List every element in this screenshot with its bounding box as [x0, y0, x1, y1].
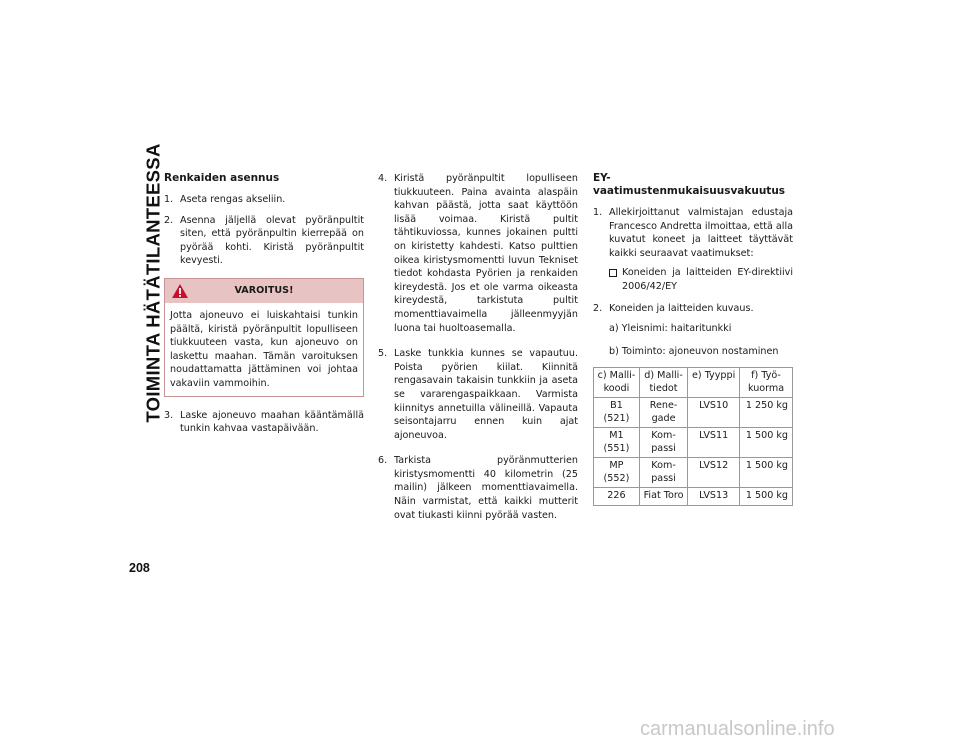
page-number: 208	[129, 561, 150, 575]
step-text: Laske tunkkia kunnes se vapautuu. Poista pyörien kiilat. Kiinnitä rengasavain takaisin tunkkiin ja aseta se vararengaspaikkaan. Varmista kiinnitys annetuilla välineillä. Vapauta seisontajarru ennen kuin ajat ajoneuvoa.	[394, 348, 578, 441]
directive-bullet	[609, 266, 793, 293]
warning-title: VAROITUS!	[234, 285, 294, 297]
ec-declaration-list	[593, 206, 793, 315]
step-text: Aseta rengas akseliin.	[180, 194, 286, 205]
list-item	[378, 347, 578, 442]
table-cell: M1 (551)	[594, 428, 640, 458]
table-cell: LVS10	[688, 398, 740, 428]
table-cell: 1 500 kg	[740, 458, 793, 488]
table-cell: 1 500 kg	[740, 488, 793, 506]
table-cell: MP (552)	[594, 458, 640, 488]
step-text: Allekirjoittanut valmistajan edustaja Francesco Andretta ilmoittaa, että alla kuvatut koneet ja laitteet täyttävät kaikki seuraavat vaatimukset:	[609, 207, 793, 259]
generic-name: a) Yleisnimi: haitaritunkki	[609, 323, 732, 335]
watermark-logo: carmanualsonline.info	[640, 718, 835, 740]
table-cell: Kom- passi	[639, 428, 687, 458]
directive-text: Koneiden ja laitteiden EY-direktiivi 2006/42/EY	[622, 267, 793, 292]
table-cell: LVS13	[688, 488, 740, 506]
square-bullet-icon	[609, 269, 617, 277]
tire-install-steps-2	[378, 172, 578, 522]
warning-box	[164, 278, 364, 397]
list-item	[164, 214, 364, 268]
header-cell: d) Malli- tiedot	[639, 368, 687, 398]
table-cell: B1 (521)	[594, 398, 640, 428]
step-number: 4.	[378, 173, 388, 184]
side-title-text: TOIMINTA HÄTÄTILANTEESSA	[143, 142, 164, 423]
step-number: 1.	[593, 207, 603, 218]
table-row	[594, 488, 793, 506]
jack-model-table	[593, 367, 793, 506]
tire-install-steps	[164, 193, 364, 268]
header-cell: c) Malli- koodi	[594, 368, 640, 398]
step-text: Asenna jäljellä olevat pyöränpultit siten, että pyöränpultin kierrepää on pyörää kohti. Kiristä pyöränpultit kevyesti.	[180, 214, 364, 267]
header-cell: e) Tyyppi	[688, 368, 740, 398]
list-item	[593, 302, 793, 316]
list-item	[593, 206, 793, 294]
list-item	[378, 172, 578, 335]
warning-header	[165, 279, 363, 303]
step-number: 3.	[164, 409, 174, 421]
table-cell: 1 500 kg	[740, 428, 793, 458]
tire-install-steps-cont	[164, 409, 364, 436]
table-cell: LVS12	[688, 458, 740, 488]
table-cell: LVS11	[688, 428, 740, 458]
list-item	[164, 409, 364, 436]
table-cell: 1 250 kg	[740, 398, 793, 428]
ec-declaration-heading: EY-vaatimustenmukaisuusvakuutus	[593, 172, 786, 197]
step-text: Laske ajoneuvo maahan kääntämällä tunkin kahvaa vastapäivään.	[180, 409, 364, 435]
step-text: Tarkista pyöränmutterien kiristysmomentti 40 kilometrin (25 mailin) jälkeen momenttiavaimella. Näin varmistat, että kaikki mutterit ovat tiukasti kiinni pyörää vasten.	[394, 455, 578, 521]
function-desc: b) Toiminto: ajoneuvon nostaminen	[609, 345, 779, 357]
table-row	[594, 458, 793, 488]
header-cell: f) Työ- kuorma	[740, 368, 793, 398]
table-cell: Rene- gade	[639, 398, 687, 428]
column-3	[593, 172, 793, 506]
table-row	[594, 398, 793, 428]
table-cell: Fiat Toro	[639, 488, 687, 506]
table-cell: Kom- passi	[639, 458, 687, 488]
table-cell: 226	[594, 488, 640, 506]
step-number: 1.	[164, 194, 174, 205]
tire-install-heading: Renkaiden asennus	[164, 172, 280, 184]
step-text: Kiristä pyöränpultit lopulliseen tiukkuuteen. Paina avainta alaspäin kahvan päästä, jotta saat käyttöön lisää voimaa. Kiristä pultit tähtikuviossa, kunnes jokainen pultti on kiristetty kahdesti. Katso pulttien oikea kiristysmomentti luvun Tekniset tiedot kohdasta Pyörien ja renkaiden kireydestä. Jos et ole varma oikeasta kireydestä, tarkistuta pultit momenttiavaimella jälleenmyyjän luona tai huoltoasemalla.	[394, 173, 578, 334]
column-1	[164, 172, 364, 443]
step-number: 6.	[378, 455, 388, 467]
step-number: 2.	[593, 302, 603, 314]
step-number: 5.	[378, 348, 388, 360]
list-item	[378, 454, 578, 522]
list-item	[164, 193, 364, 207]
step-number: 2.	[164, 214, 174, 226]
column-2	[378, 172, 578, 529]
table-header-row	[594, 368, 793, 398]
step-text: Koneiden ja laitteiden kuvaus.	[609, 302, 754, 314]
warning-body: Jotta ajoneuvo ei luiskahtaisi tunkin päältä, kiristä pyöränpultit lopulliseen tiukkuuteen vasta, kun ajoneuvo on laskettu maahan. Tämän varoituksen noudattamatta jättäminen voi johtaa vakaviin vammoihin.	[170, 309, 358, 389]
warning-triangle-icon	[171, 283, 189, 299]
table-row	[594, 428, 793, 458]
